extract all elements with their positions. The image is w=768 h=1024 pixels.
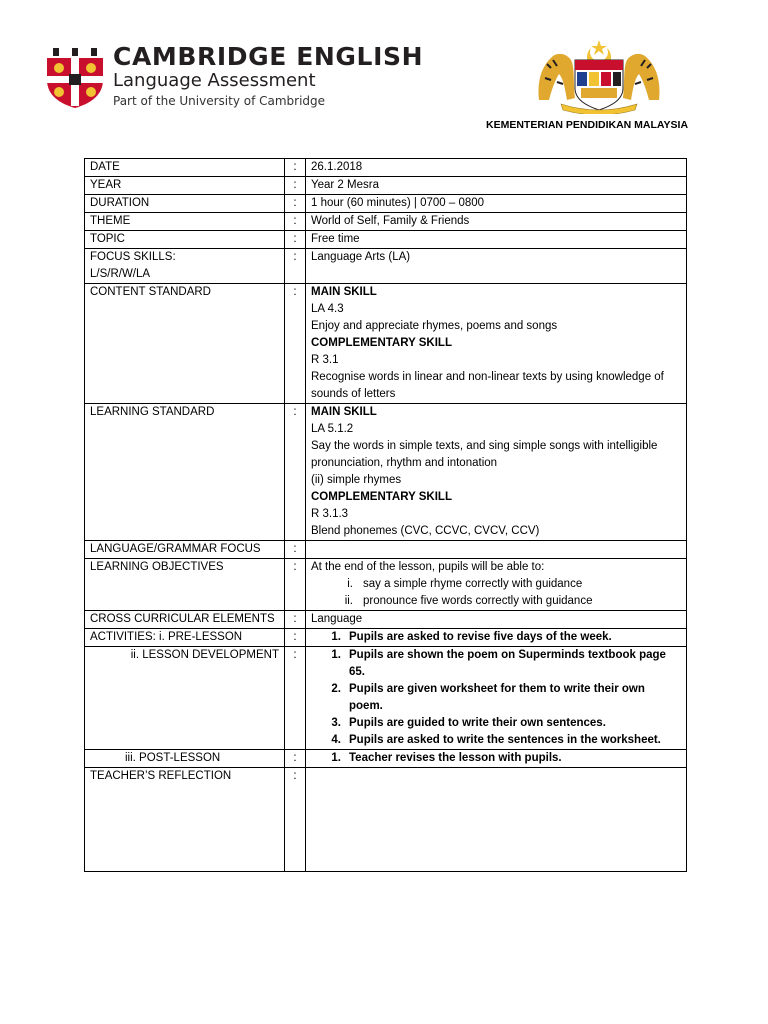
- list-text: Pupils are shown the poem on Superminds textbook page 65.: [349, 649, 666, 678]
- list-marker: 4.: [331, 734, 341, 746]
- row-label: YEAR: [85, 177, 285, 195]
- row-value: [306, 404, 687, 541]
- list-item: [311, 732, 681, 749]
- table-row-lesson-development: [85, 647, 687, 750]
- separator: :: [285, 159, 306, 177]
- row-label: TEACHER’S REFLECTION: [85, 768, 285, 872]
- separator: :: [285, 177, 306, 195]
- table-row-teacher-reflection: [85, 768, 687, 872]
- separator: :: [285, 284, 306, 404]
- separator: :: [285, 559, 306, 611]
- row-label: CONTENT STANDARD: [85, 284, 285, 404]
- complementary-skill-heading: COMPLEMENTARY SKILL: [311, 491, 452, 503]
- separator: :: [285, 195, 306, 213]
- complementary-skill-text: Blend phonemes (CVC, CCVC, CVCV, CCV): [311, 525, 540, 537]
- row-value: [306, 647, 687, 750]
- table-row-topic: [85, 231, 687, 249]
- table-row-cross-curricular: [85, 611, 687, 629]
- list-item: [311, 629, 681, 646]
- row-label: DATE: [85, 159, 285, 177]
- table-row-date: [85, 159, 687, 177]
- list-item: [311, 593, 681, 610]
- list-item: [311, 750, 681, 767]
- row-value: 1 hour (60 minutes) | 0700 – 0800: [306, 195, 687, 213]
- post-lesson-list: [311, 750, 681, 767]
- cambridge-shield-logo: [45, 44, 105, 110]
- list-text: pronounce five words correctly with guidance: [363, 595, 593, 607]
- main-skill-code: LA 4.3: [311, 303, 344, 315]
- main-skill-code: LA 5.1.2: [311, 423, 354, 435]
- objectives-list: [311, 576, 681, 610]
- separator: :: [285, 647, 306, 750]
- list-marker: 1.: [331, 631, 341, 643]
- lesson-development-list: [311, 647, 681, 749]
- main-skill-subitem: (ii) simple rhymes: [311, 474, 402, 486]
- row-label: ii. LESSON DEVELOPMENT: [85, 647, 285, 750]
- row-value: [306, 284, 687, 404]
- objectives-intro: At the end of the lesson, pupils will be able to:: [311, 561, 545, 573]
- row-value: Free time: [306, 231, 687, 249]
- row-value: Year 2 Mesra: [306, 177, 687, 195]
- main-skill-heading: MAIN SKILL: [311, 406, 377, 418]
- row-label: TOPIC: [85, 231, 285, 249]
- list-item: [311, 715, 681, 732]
- lesson-plan-table: [84, 158, 687, 872]
- row-value: [306, 541, 687, 559]
- main-skill-text: Enjoy and appreciate rhymes, poems and songs: [311, 320, 558, 332]
- focus-label-line-2: L/S/R/W/LA: [90, 268, 151, 280]
- row-label: iii. POST-LESSON: [85, 750, 285, 768]
- complementary-skill-code: R 3.1: [311, 354, 339, 366]
- organisation-title: CAMBRIDGE ENGLISH: [113, 42, 424, 71]
- table-row-content-standard: [85, 284, 687, 404]
- list-text: Pupils are guided to write their own sentences.: [349, 717, 606, 729]
- row-value: [306, 750, 687, 768]
- table-row-pre-lesson: [85, 629, 687, 647]
- row-value: Language Arts (LA): [306, 249, 687, 284]
- list-marker: 3.: [331, 717, 341, 729]
- table-row-theme: [85, 213, 687, 231]
- separator: :: [285, 404, 306, 541]
- table-row-learning-objectives: [85, 559, 687, 611]
- list-marker: 1.: [331, 649, 341, 661]
- table-row-focus-skills: [85, 249, 687, 284]
- main-skill-heading: MAIN SKILL: [311, 286, 377, 298]
- pre-lesson-list: [311, 629, 681, 646]
- row-value: Language: [306, 611, 687, 629]
- complementary-skill-heading: COMPLEMENTARY SKILL: [311, 337, 452, 349]
- complementary-skill-code: R 3.1.3: [311, 508, 349, 520]
- table-row-duration: [85, 195, 687, 213]
- row-label: LEARNING OBJECTIVES: [85, 559, 285, 611]
- focus-label-line-1: FOCUS SKILLS:: [90, 251, 176, 263]
- row-label: DURATION: [85, 195, 285, 213]
- list-item: [311, 681, 681, 715]
- list-item: [311, 576, 681, 593]
- list-marker: 2.: [331, 683, 341, 695]
- row-value: [306, 768, 687, 872]
- table-row-grammar-focus: [85, 541, 687, 559]
- list-marker: i.: [347, 578, 353, 590]
- separator: :: [285, 750, 306, 768]
- row-label: [85, 249, 285, 284]
- list-text: Pupils are asked to revise five days of the week.: [349, 631, 612, 643]
- malaysia-coat-of-arms-logo: [533, 38, 665, 114]
- separator: :: [285, 541, 306, 559]
- separator: :: [285, 231, 306, 249]
- organisation-subtitle: Language Assessment: [113, 70, 316, 91]
- complementary-skill-text: Recognise words in linear and non-linear texts by using knowledge of sounds of letters: [311, 371, 664, 400]
- list-text: Pupils are given worksheet for them to write their own poem.: [349, 683, 645, 712]
- row-label: LEARNING STANDARD: [85, 404, 285, 541]
- separator: :: [285, 629, 306, 647]
- separator: :: [285, 611, 306, 629]
- row-value: 26.1.2018: [306, 159, 687, 177]
- table-row-year: [85, 177, 687, 195]
- list-text: Teacher revises the lesson with pupils.: [349, 752, 562, 764]
- row-value: World of Self, Family & Friends: [306, 213, 687, 231]
- row-label: THEME: [85, 213, 285, 231]
- organisation-tagline: Part of the University of Cambridge: [113, 94, 326, 108]
- separator: :: [285, 768, 306, 872]
- ministry-name: KEMENTERIAN PENDIDIKAN MALAYSIA: [486, 119, 689, 131]
- table-row-post-lesson: [85, 750, 687, 768]
- table-row-learning-standard: [85, 404, 687, 541]
- list-item: [311, 647, 681, 681]
- list-text: Pupils are asked to write the sentences in the worksheet.: [349, 734, 661, 746]
- row-label: LANGUAGE/GRAMMAR FOCUS: [85, 541, 285, 559]
- row-label: ACTIVITIES: i. PRE-LESSON: [85, 629, 285, 647]
- row-value: [306, 559, 687, 611]
- row-label: CROSS CURRICULAR ELEMENTS: [85, 611, 285, 629]
- row-value: [306, 629, 687, 647]
- separator: :: [285, 249, 306, 284]
- main-skill-text: Say the words in simple texts, and sing simple songs with intelligible pronunciation, rhythm and intonation: [311, 440, 658, 469]
- separator: :: [285, 213, 306, 231]
- list-text: say a simple rhyme correctly with guidance: [363, 578, 583, 590]
- list-marker: 1.: [331, 752, 341, 764]
- list-marker: ii.: [344, 595, 353, 607]
